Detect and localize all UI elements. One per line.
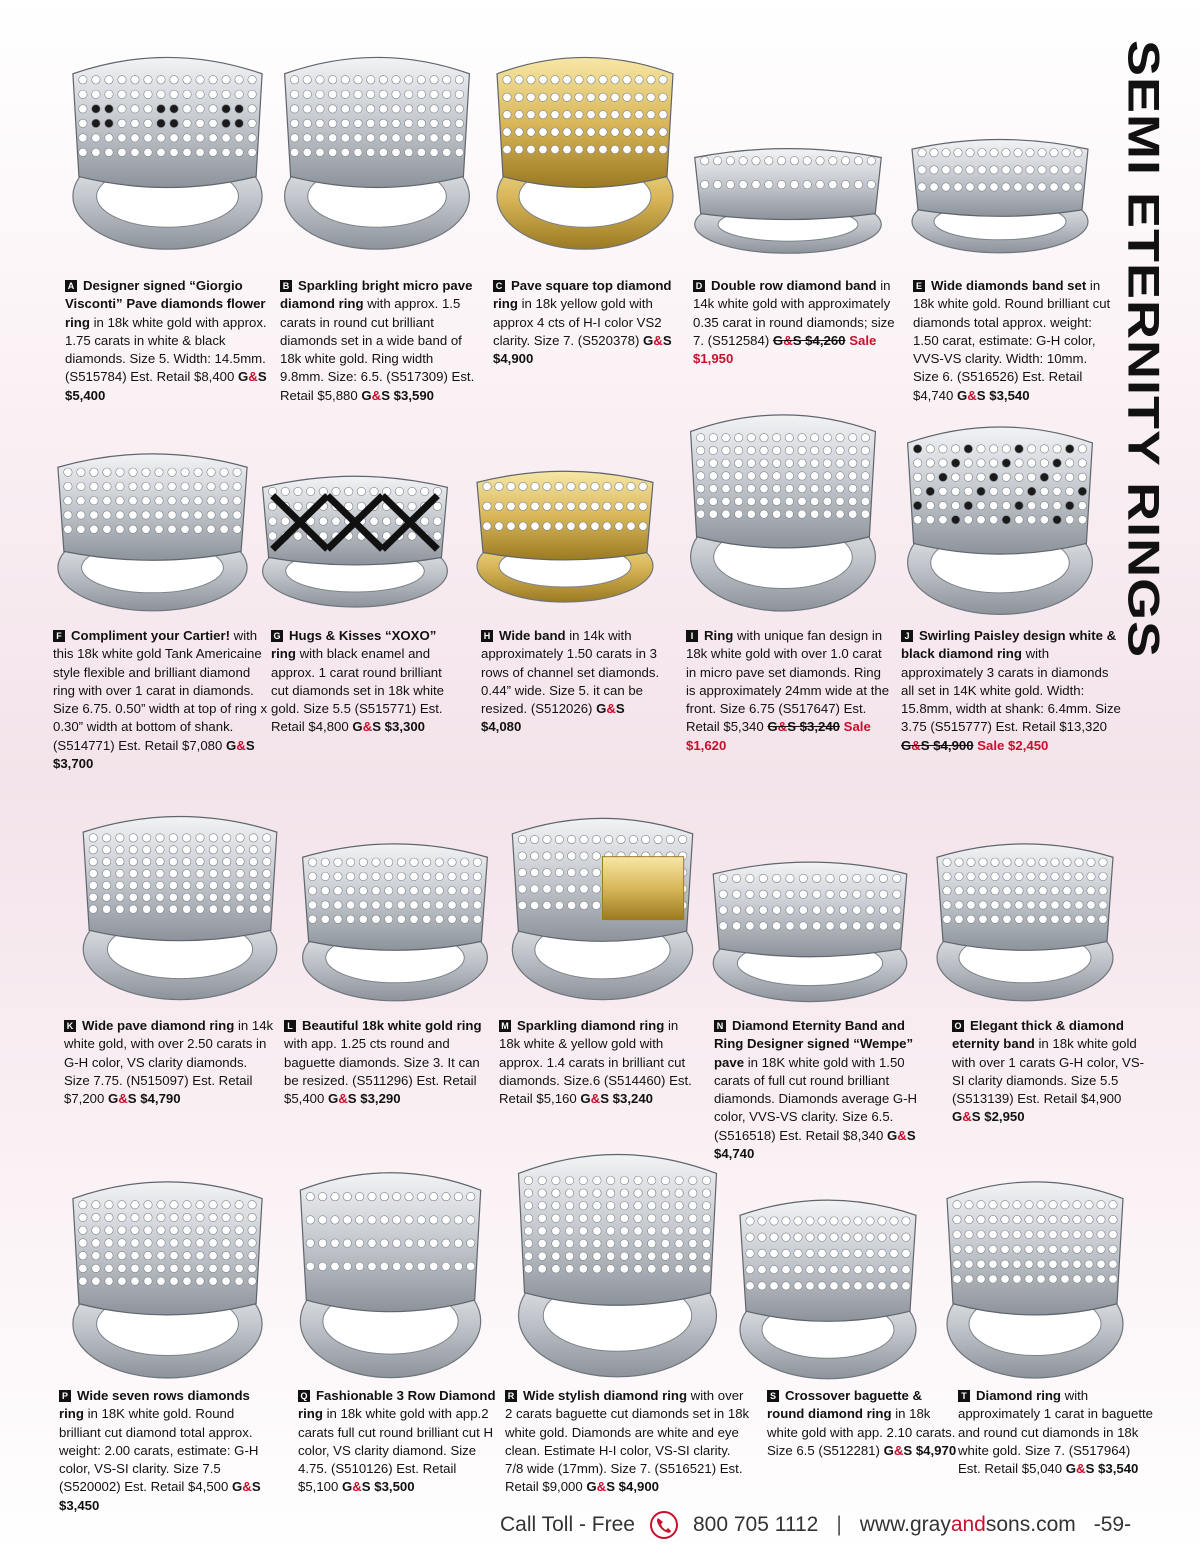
ring-face <box>519 1155 717 1306</box>
ring-image-a[interactable] <box>60 38 275 258</box>
item-description-l <box>284 1017 484 1108</box>
ring-image-j[interactable] <box>895 408 1105 623</box>
item-letter-badge: F <box>53 630 65 642</box>
item-body: in 18k white gold with app.2 carats full cut round brilliant cut H color, VS clarity diamond. Size 4.75. (S510126) Est. Retail $5,100 <box>298 1406 493 1495</box>
gs-brand: G&S <box>232 1479 261 1495</box>
page-number: -59- <box>1093 1513 1132 1536</box>
ring-face <box>303 844 488 950</box>
ring-image-o[interactable] <box>925 828 1125 1008</box>
gs-brand: G&S <box>580 1091 609 1107</box>
ring-image-i[interactable] <box>678 395 888 620</box>
item-description-t <box>958 1387 1153 1478</box>
item-body: with approx. 1.5 carats in round cut brilliant diamonds set in a wide band of 18k white gold. Ring width 9.8mm. Size: 6.5. (S517309) Est. Retail $5,880 <box>280 296 475 403</box>
item-body: in 18k white gold. Round brilliant cut diamonds total approx. weight: 1.50 carat, estimate: G-H color, VVS-VS clarity. Width: 10mm. Size 6. (S516526) Est. Retail $4,740 <box>913 278 1111 403</box>
ring-face <box>285 57 470 187</box>
gs-brand: G&S <box>883 1442 913 1458</box>
item-letter-badge: M <box>499 1020 511 1032</box>
item-description-g <box>271 627 461 737</box>
item-letter-badge: N <box>714 1020 726 1032</box>
item-headline: Designer signed “Giorgio Visconti” Pave diamonds flower ring <box>65 278 266 330</box>
item-headline: Wide pave diamond ring <box>82 1018 235 1033</box>
ring-image-p[interactable] <box>60 1162 275 1387</box>
item-price: $3,300 <box>380 719 425 735</box>
item-price: $3,590 <box>389 387 434 403</box>
gs-brand: G&S <box>772 332 802 348</box>
ring-face <box>740 1200 916 1321</box>
item-description-n <box>714 1017 924 1163</box>
item-body: with over 2 carats baguette cut diamonds set in 18k white gold. Diamonds are white and eye clean. Estimate H-I color, VS-SI clarity. 7/8 wide (17mm). Size 7. (S516521) Est. Retail $9,000 <box>505 1388 750 1495</box>
item-body: in 18K white gold. Round brilliant cut diamond total approx. weight: 2.00 carats, estimate: G-H color, VS-SI clarity. Size 7.5 (S520002) Est. Retail $4,500 <box>59 1406 259 1495</box>
ring-image-d[interactable] <box>682 138 894 258</box>
item-headline: Crossover baguette & round diamond ring <box>767 1388 923 1422</box>
item-body: in 14k with approximately 1.50 carats in 3 rows of channel set diamonds. 0.44” wide. Size 5. it can be resized. (S512026) <box>481 628 660 717</box>
item-body: in 18K white gold with 1.50 carats of full cut round brilliant diamonds. Diamonds average G-H color, VVS-VS clarity. Size 6.5. (S516518) Est. Retail $8,340 <box>714 1054 918 1143</box>
item-body: with app. 1.25 cts round and baguette diamonds. Size 3. It can be resized. (S511296) Est. Retail $5,400 <box>284 1036 480 1107</box>
item-headline: Elegant thick & diamond eternity band <box>952 1018 1124 1052</box>
ring-face <box>73 1182 262 1315</box>
ring-image-q[interactable] <box>288 1152 493 1387</box>
gs-brand: G&S <box>586 1479 615 1495</box>
item-letter-badge: J <box>901 630 913 642</box>
item-body: in 18k white gold with over 1 carats G-H color, VS-SI clarity diamonds. Size 5.5 (S513139) Est. Retail $4,900 <box>952 1036 1145 1107</box>
ring-face <box>300 1173 480 1312</box>
item-headline: Pave square top diamond ring <box>493 278 672 312</box>
item-price: $3,540 <box>985 387 1030 403</box>
item-letter-badge: B <box>280 280 292 292</box>
website-and: and <box>950 1513 986 1536</box>
item-description-j <box>901 627 1121 755</box>
gs-brand: G&S <box>952 1109 981 1125</box>
ring-image-g[interactable] <box>250 463 460 613</box>
gs-brand: G&S <box>643 332 672 348</box>
item-price: $4,900 <box>493 351 534 367</box>
item-price: $3,540 <box>1094 1461 1139 1477</box>
call-toll-free-label: Call Toll - Free <box>500 1513 635 1536</box>
item-headline: Sparkling diamond ring <box>517 1018 665 1033</box>
yellow-gold-section <box>603 857 684 920</box>
phone-icon <box>649 1510 679 1540</box>
gs-brand: G&S <box>1065 1461 1095 1477</box>
item-letter-badge: D <box>693 280 705 292</box>
item-price: $4,790 <box>136 1091 181 1107</box>
ring-face <box>497 57 673 187</box>
item-description-f <box>53 627 268 773</box>
item-body: with black enamel and approx. 1 carat round brilliant cut diamonds set in 18k white gold. Size 5.5 (S515771) Est. Retail $4,800 <box>271 646 444 735</box>
gs-brand: G&S <box>901 737 930 753</box>
item-body: in 14k white gold, with over 2.50 carats in G-H color, VS clarity diamonds. Size 7.75. (N515097) Est. Retail $7,200 <box>64 1018 274 1107</box>
website-suffix: sons.com <box>985 1513 1076 1536</box>
item-headline: Double row diamond band <box>711 278 877 293</box>
item-headline: Diamond ring <box>976 1388 1061 1403</box>
gs-brand: G&S <box>887 1127 916 1143</box>
item-letter-badge: R <box>505 1390 517 1402</box>
item-letter-badge: S <box>767 1390 779 1402</box>
item-description-c <box>493 277 688 368</box>
item-body: with approximately 3 carats in diamonds all set in 14K white gold. Width: 15.8mm, width at shank: 6.4mm. Size 3.75 (S515777) Est. Retail $13,320 <box>901 646 1121 735</box>
ring-image-r[interactable] <box>505 1132 730 1387</box>
item-headline: Sparkling bright micro pave diamond ring <box>280 278 473 312</box>
ring-image-t[interactable] <box>935 1162 1135 1387</box>
page-title: SEMI ETERNITY RINGS <box>1118 40 1168 659</box>
item-description-o <box>952 1017 1152 1127</box>
item-price: $3,500 <box>370 1479 415 1495</box>
item-headline: Hugs & Kisses “XOXO” ring <box>271 628 437 662</box>
gs-brand: G&S <box>957 387 986 403</box>
item-body: in 14k white gold with approximately 0.35 carat in round diamonds; size 7. (S512584) <box>693 278 895 348</box>
item-headline: Wide diamonds band set <box>931 278 1087 293</box>
item-price: $4,970 <box>912 1442 957 1458</box>
ring-face <box>713 862 907 957</box>
ring-face <box>58 454 247 560</box>
item-headline: Diamond Eternity Band and Ring Designer signed “Wempe” pave <box>714 1018 914 1070</box>
website-prefix: www.gray <box>859 1513 951 1536</box>
item-price: $3,290 <box>356 1091 401 1107</box>
item-description-p <box>59 1387 264 1515</box>
gs-brand: G&S <box>361 387 390 403</box>
gs-brand: G&S <box>596 701 625 717</box>
ring-face <box>83 817 277 941</box>
item-sale-price: Sale $2,450 <box>977 737 1049 753</box>
item-letter-badge: T <box>958 1390 970 1402</box>
item-description-i <box>686 627 891 755</box>
item-price: $3,240 <box>608 1091 653 1107</box>
item-headline: Swirling Paisley design white & black diamond ring <box>901 628 1117 662</box>
item-letter-badge: L <box>284 1020 296 1032</box>
ring-face <box>912 139 1088 216</box>
item-description-r <box>505 1387 750 1497</box>
item-headline: Wide seven rows diamonds ring <box>59 1388 250 1422</box>
item-letter-badge: G <box>271 630 283 642</box>
item-price: $4,900 <box>614 1479 659 1495</box>
phone-number[interactable]: 800 705 1112 <box>692 1513 819 1536</box>
item-letter-badge: H <box>481 630 493 642</box>
ring-image-n[interactable] <box>700 848 920 1008</box>
item-letter-badge: A <box>65 280 77 292</box>
item-letter-badge: E <box>913 280 925 292</box>
item-old-price: G&S $4,260 <box>772 332 846 348</box>
item-old-price: G&S $4,900 <box>901 737 974 753</box>
gs-brand: G&S <box>238 369 267 385</box>
ring-face <box>691 415 876 548</box>
ring-image-h[interactable] <box>465 458 665 608</box>
item-body: with approximately 1 carat in baguette and round cut diamonds in 18k white gold. Size 7. (S517964) Est. Retail $5,040 <box>958 1388 1153 1477</box>
item-old-price: G&S $3,240 <box>767 719 840 735</box>
item-body: with unique fan design in 18k white gold with over 1.0 carat in micro pave set diamonds. Ring is approximately 24mm wide at the front. Size 6.75 (S517647) Est. Retail $5,340 <box>686 628 890 735</box>
ring-face <box>937 844 1113 950</box>
item-letter-badge: K <box>64 1020 76 1032</box>
item-headline: Beautiful 18k white gold ring <box>302 1018 482 1033</box>
gs-brand: G&S <box>226 737 255 753</box>
ring-face <box>908 427 1093 554</box>
item-letter-badge: Q <box>298 1390 310 1402</box>
item-description-e <box>913 277 1113 405</box>
item-headline: Ring <box>704 628 734 643</box>
item-letter-badge: I <box>686 630 698 642</box>
ring-image-e[interactable] <box>900 128 1100 258</box>
item-body: with this 18k white gold Tank Americaine style flexible and brilliant diamond ring with over 1 carat in diamonds. Size 6.75. 0.50” width at top of ring x 0.30” width at bottom of shank. (S514771) Est. Retail $7,080 <box>53 628 268 753</box>
item-price: $4,080 <box>481 719 522 735</box>
item-headline: Wide band <box>499 628 566 643</box>
ring-face <box>73 57 262 187</box>
gs-brand: G&S <box>767 719 796 735</box>
item-body: in 18k white & yellow gold with approx. 1.4 carats in brilliant cut diamonds. Size.6 (S514460) Est. Retail $5,160 <box>499 1018 692 1107</box>
item-price: $3,450 <box>59 1497 100 1513</box>
item-price: $5,400 <box>65 387 106 403</box>
item-description-b <box>280 277 480 405</box>
website-link[interactable] <box>860 1513 1076 1537</box>
ring-image-l[interactable] <box>290 828 500 1008</box>
item-letter-badge: C <box>493 280 505 292</box>
item-description-h <box>481 627 666 737</box>
item-sale-price: Sale $1,950 <box>693 332 877 367</box>
gs-brand: G&S <box>352 719 381 735</box>
item-headline: Wide stylish diamond ring <box>523 1388 688 1403</box>
item-headline: Compliment your Cartier! <box>71 628 231 643</box>
item-price: $4,740 <box>714 1146 755 1162</box>
item-description-d <box>693 277 898 368</box>
gs-brand: G&S <box>328 1091 357 1107</box>
ring-image-m[interactable] <box>500 800 705 1008</box>
ring-image-f[interactable] <box>45 438 260 618</box>
item-description-a <box>65 277 270 405</box>
item-price: $3,700 <box>53 756 94 772</box>
ring-image-b[interactable] <box>272 38 482 258</box>
item-body: in 18k white gold with app. 2.10 carats. Size 6.5 (S512281) <box>767 1406 956 1458</box>
item-letter-badge: O <box>952 1020 964 1032</box>
ring-image-k[interactable] <box>70 798 290 1008</box>
ring-image-c[interactable] <box>485 38 685 258</box>
item-body: in 18k white gold with approx. 1.75 carats in white & black diamonds. Size 5. Width: 14.5mm. (S515784) Est. Retail $8,400 <box>65 314 267 385</box>
item-sale-price: Sale $1,620 <box>686 719 871 753</box>
gs-brand: G&S <box>108 1091 137 1107</box>
item-price: $2,950 <box>980 1109 1025 1125</box>
item-description-k <box>64 1017 274 1108</box>
ring-face <box>695 149 882 220</box>
item-letter-badge: P <box>59 1390 71 1402</box>
footer-separator: | <box>836 1513 842 1536</box>
item-description-s <box>767 1387 957 1460</box>
gs-brand: G&S <box>342 1479 371 1495</box>
footer <box>500 1505 1190 1545</box>
item-description-m <box>499 1017 694 1108</box>
item-body: in 18k yellow gold with approx 4 cts of H-I color VS2 clarity. Size 7. (S520378) <box>493 296 662 348</box>
ring-face <box>477 471 653 560</box>
item-description-q <box>298 1387 496 1497</box>
item-headline: Fashionable 3 Row Diamond ring <box>298 1388 496 1422</box>
ring-image-s[interactable] <box>728 1182 928 1387</box>
